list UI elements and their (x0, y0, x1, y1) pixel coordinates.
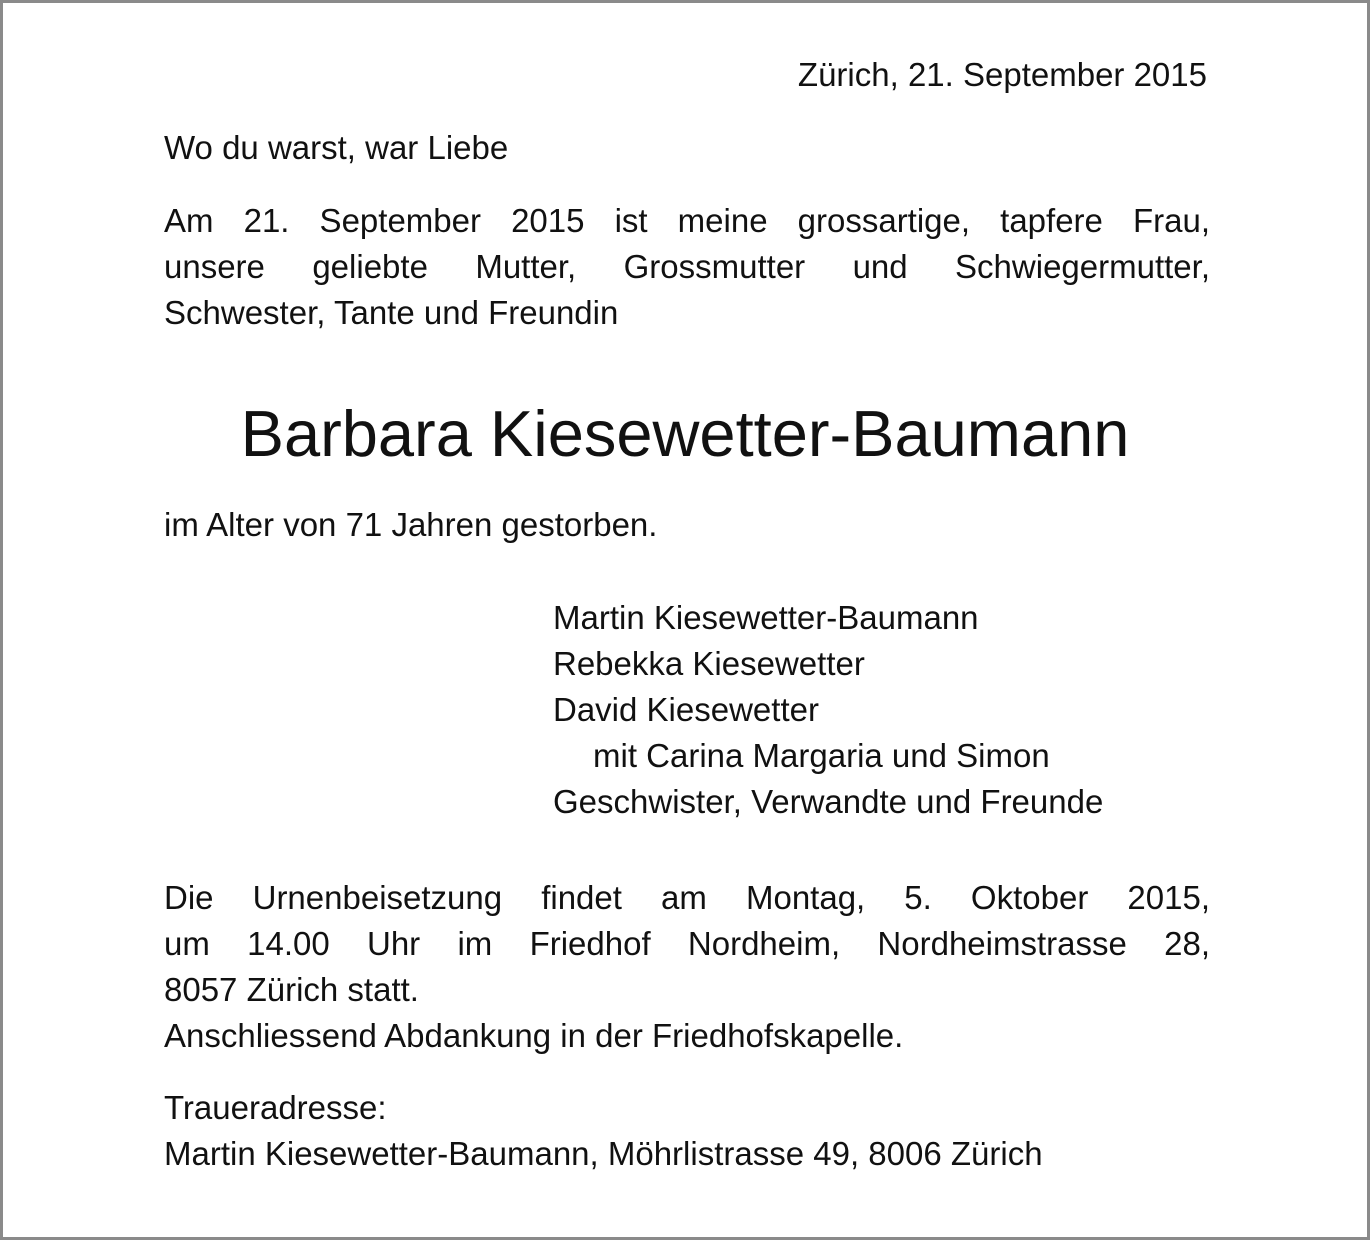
address-label: Traueradresse: (164, 1089, 387, 1126)
intro-line: unsere geliebte Mutter, Grossmutter und Schwiegermutter, (164, 248, 1210, 285)
ceremony-line: 8057 Zürich statt. (164, 971, 419, 1008)
mourner: mit Carina Margaria und Simon (593, 737, 1050, 774)
ceremony-line: Anschliessend Abdankung in der Friedhofskapelle. (164, 1017, 904, 1054)
motto: Wo du warst, war Liebe (164, 129, 509, 166)
deceased-name: Barbara Kiesewetter-Baumann (240, 397, 1130, 470)
mourner: Geschwister, Verwandte und Freunde (553, 783, 1104, 820)
mourner: Rebekka Kiesewetter (553, 645, 865, 682)
ceremony-line: Die Urnenbeisetzung findet am Montag, 5. Oktober 2015, (164, 879, 1210, 916)
ceremony-line: um 14.00 Uhr im Friedhof Nordheim, Nordheimstrasse 28, (164, 925, 1210, 962)
date-line: Zürich, 21. September 2015 (797, 56, 1207, 93)
address: Martin Kiesewetter-Baumann, Möhrlistrasse 49, 8006 Zürich (164, 1135, 1043, 1172)
age-line: im Alter von 71 Jahren gestorben. (164, 506, 658, 543)
mourner: David Kiesewetter (553, 691, 819, 728)
mourner: Martin Kiesewetter-Baumann (553, 599, 979, 636)
intro-line: Am 21. September 2015 ist meine grossartige, tapfere Frau, (164, 202, 1210, 239)
intro-line: Schwester, Tante und Freundin (164, 294, 619, 331)
